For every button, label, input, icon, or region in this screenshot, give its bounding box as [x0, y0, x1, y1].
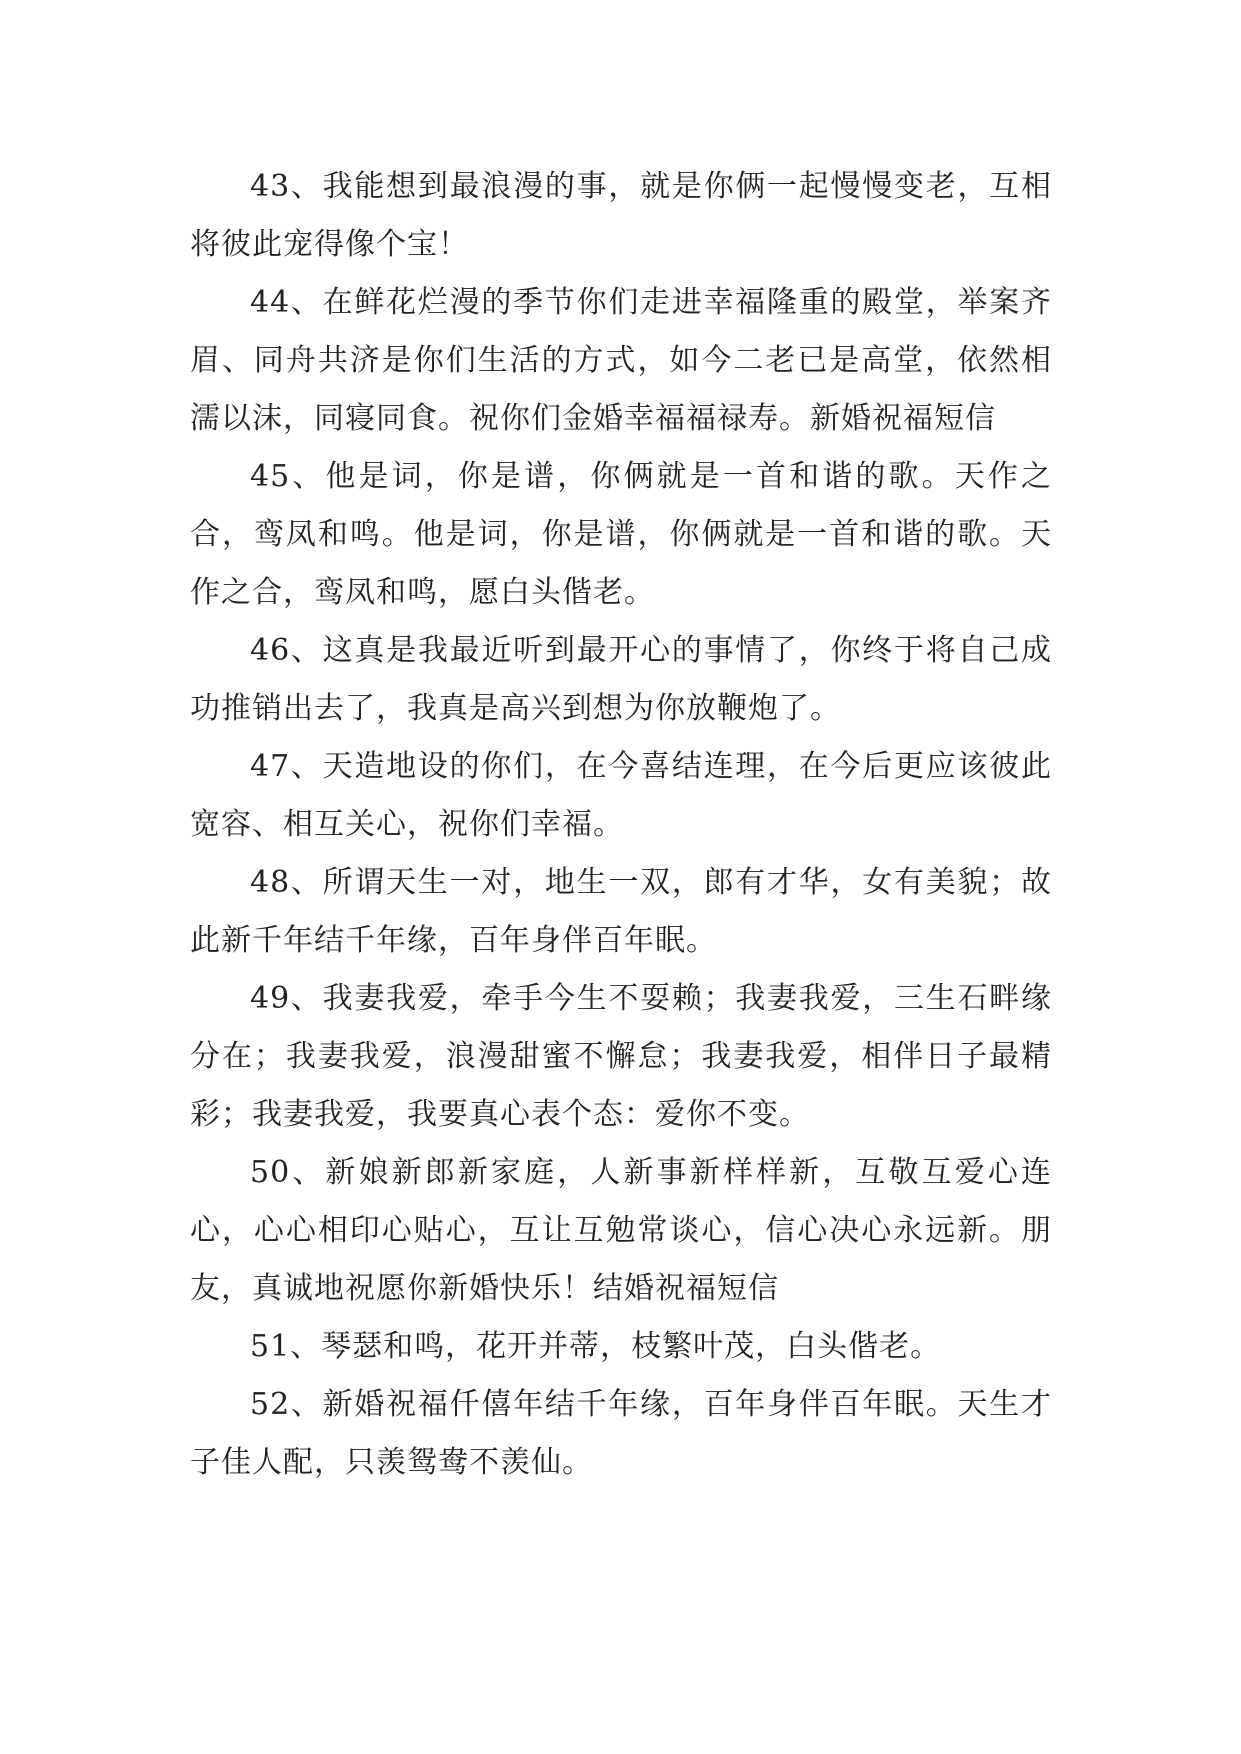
paragraph-47: 47、天造地设的你们，在今喜结连理，在今后更应该彼此宽容、相互关心，祝你们幸福。	[190, 749, 1052, 842]
paragraph-50: 50、新娘新郎新家庭，人新事新样样新，互敬互爱心连心，心心相印心贴心，互让互勉常谈心，信心决心永远新。朋友，真诚地祝愿你新婚快乐！结婚祝福短信	[190, 1155, 1052, 1306]
paragraph-43: 43、我能想到最浪漫的事，就是你俩一起慢慢变老，互相将彼此宠得像个宝！	[190, 169, 1052, 262]
paragraph-46: 46、这真是我最近听到最开心的事情了，你终于将自己成功推销出去了，我真是高兴到想为你放鞭炮了。	[190, 633, 1052, 726]
paragraph-44: 44、在鲜花烂漫的季节你们走进幸福隆重的殿堂，举案齐眉、同舟共济是你们生活的方式，如今二老已是高堂，依然相濡以沫，同寝同食。祝你们金婚幸福福禄寿。新婚祝福短信	[190, 285, 1052, 436]
paragraph-48: 48、所谓天生一对，地生一双，郎有才华，女有美貌；故此新千年结千年缘，百年身伴百年眠。	[190, 865, 1052, 958]
paragraph-52: 52、新婚祝福仟僖年结千年缘，百年身伴百年眠。天生才子佳人配，只羡鸳鸯不羡仙。	[190, 1387, 1052, 1480]
document-body	[190, 158, 1052, 1492]
paragraph-49: 49、我妻我爱，牵手今生不耍赖；我妻我爱，三生石畔缘分在；我妻我爱，浪漫甜蜜不懈怠；我妻我爱，相伴日子最精彩；我妻我爱，我要真心表个态：爱你不变。	[190, 981, 1052, 1132]
paragraph-45: 45、他是词，你是谱，你俩就是一首和谐的歌。天作之合，鸾凤和鸣。他是词，你是谱，你俩就是一首和谐的歌。天作之合，鸾凤和鸣，愿白头偕老。	[190, 459, 1052, 610]
paragraph-51: 51、琴瑟和鸣，花开并蒂，枝繁叶茂，白头偕老。	[250, 1329, 942, 1364]
